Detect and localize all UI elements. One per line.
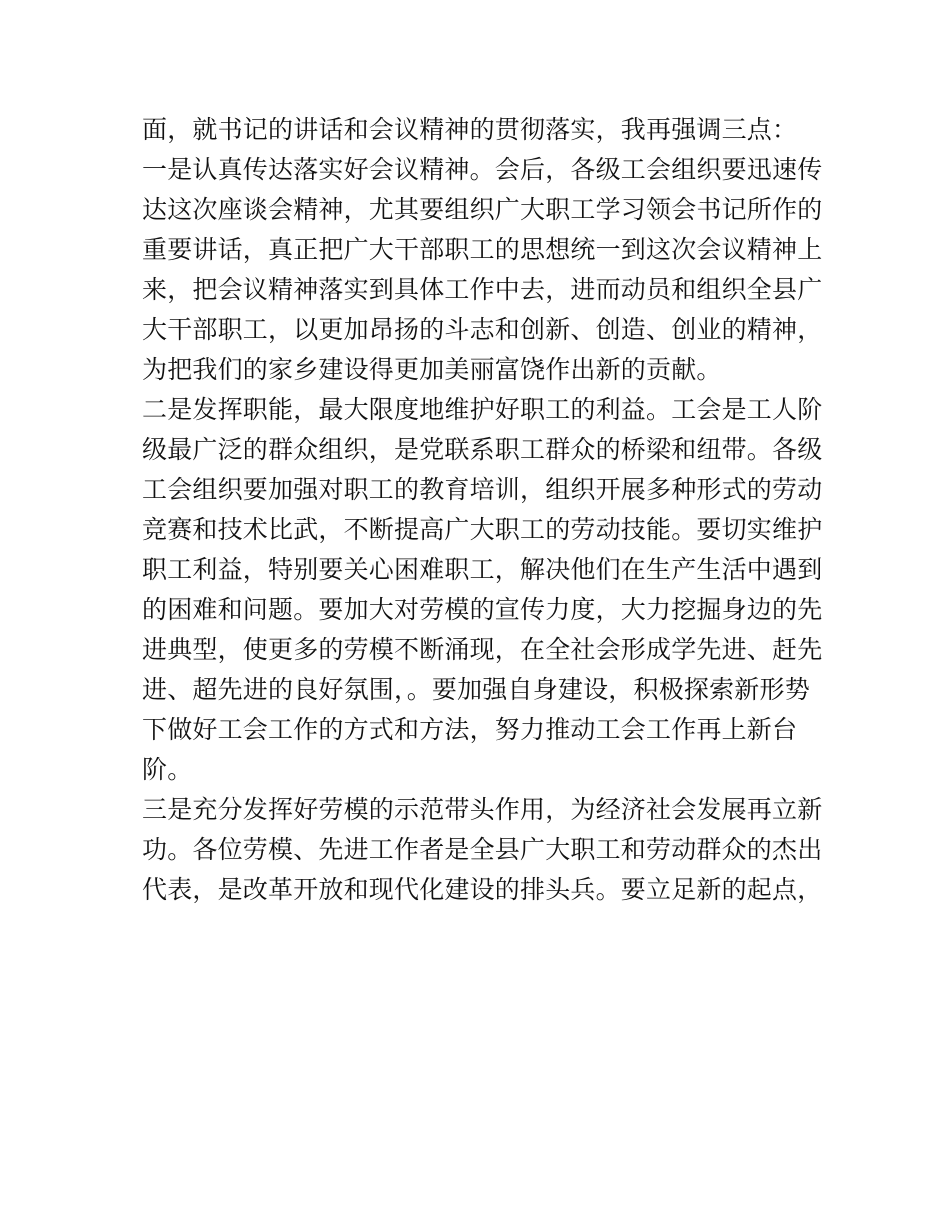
text-line: 进、超先进的良好氛围，。要加强自身建设，积极探索新形势 [142,675,810,704]
text-line: 面，就书记的讲话和会议精神的贯彻落实，我再强调三点： [142,115,798,144]
text-line: 为把我们的家乡建设得更加美丽富饶作出新的贡献。 [142,355,722,384]
text-line: 来，把会议精神落实到具体工作中去，进而动员和组织全县广 [142,275,823,304]
text-line: 三是充分发挥好劳模的示范带头作用，为经济社会发展再立新 [142,795,823,824]
text-line: 二是发挥职能，最大限度地维护好职工的利益。工会是工人阶 [142,395,823,424]
text-line: 代表，是改革开放和现代化建设的排头兵。要立足新的起点， [142,875,823,904]
text-line: 的困难和问题。要加大对劳模的宣传力度，大力挖掘身边的先 [142,595,823,624]
text-line: 大干部职工，以更加昂扬的斗志和创新、创造、创业的精神， [142,315,823,344]
text-line: 下做好工会工作的方式和方法，努力推动工会工作再上新台 [142,715,798,744]
text-line: 工会组织要加强对职工的教育培训，组织开展多种形式的劳动 [142,475,823,504]
text-line: 竞赛和技术比武，不断提高广大职工的劳动技能。要切实维护 [142,515,823,544]
text-line: 级最广泛的群众组织，是党联系职工群众的桥梁和纽带。各级 [142,435,823,464]
text-line: 职工利益，特别要关心困难职工，解决他们在生产生活中遇到 [142,555,823,584]
text-line: 重要讲话，真正把广大干部职工的思想统一到这次会议精神上 [142,235,823,264]
text-line: 进典型，使更多的劳模不断涌现，在全社会形成学先进、赶先 [142,635,823,664]
text-line: 一是认真传达落实好会议精神。会后，各级工会组织要迅速传 [142,155,823,184]
text-line: 阶。 [142,755,193,784]
document-body [142,110,822,910]
text-line: 达这次座谈会精神，尤其要组织广大职工学习领会书记所作的 [142,195,823,224]
text-line: 功。各位劳模、先进工作者是全县广大职工和劳动群众的杰出 [142,835,823,864]
